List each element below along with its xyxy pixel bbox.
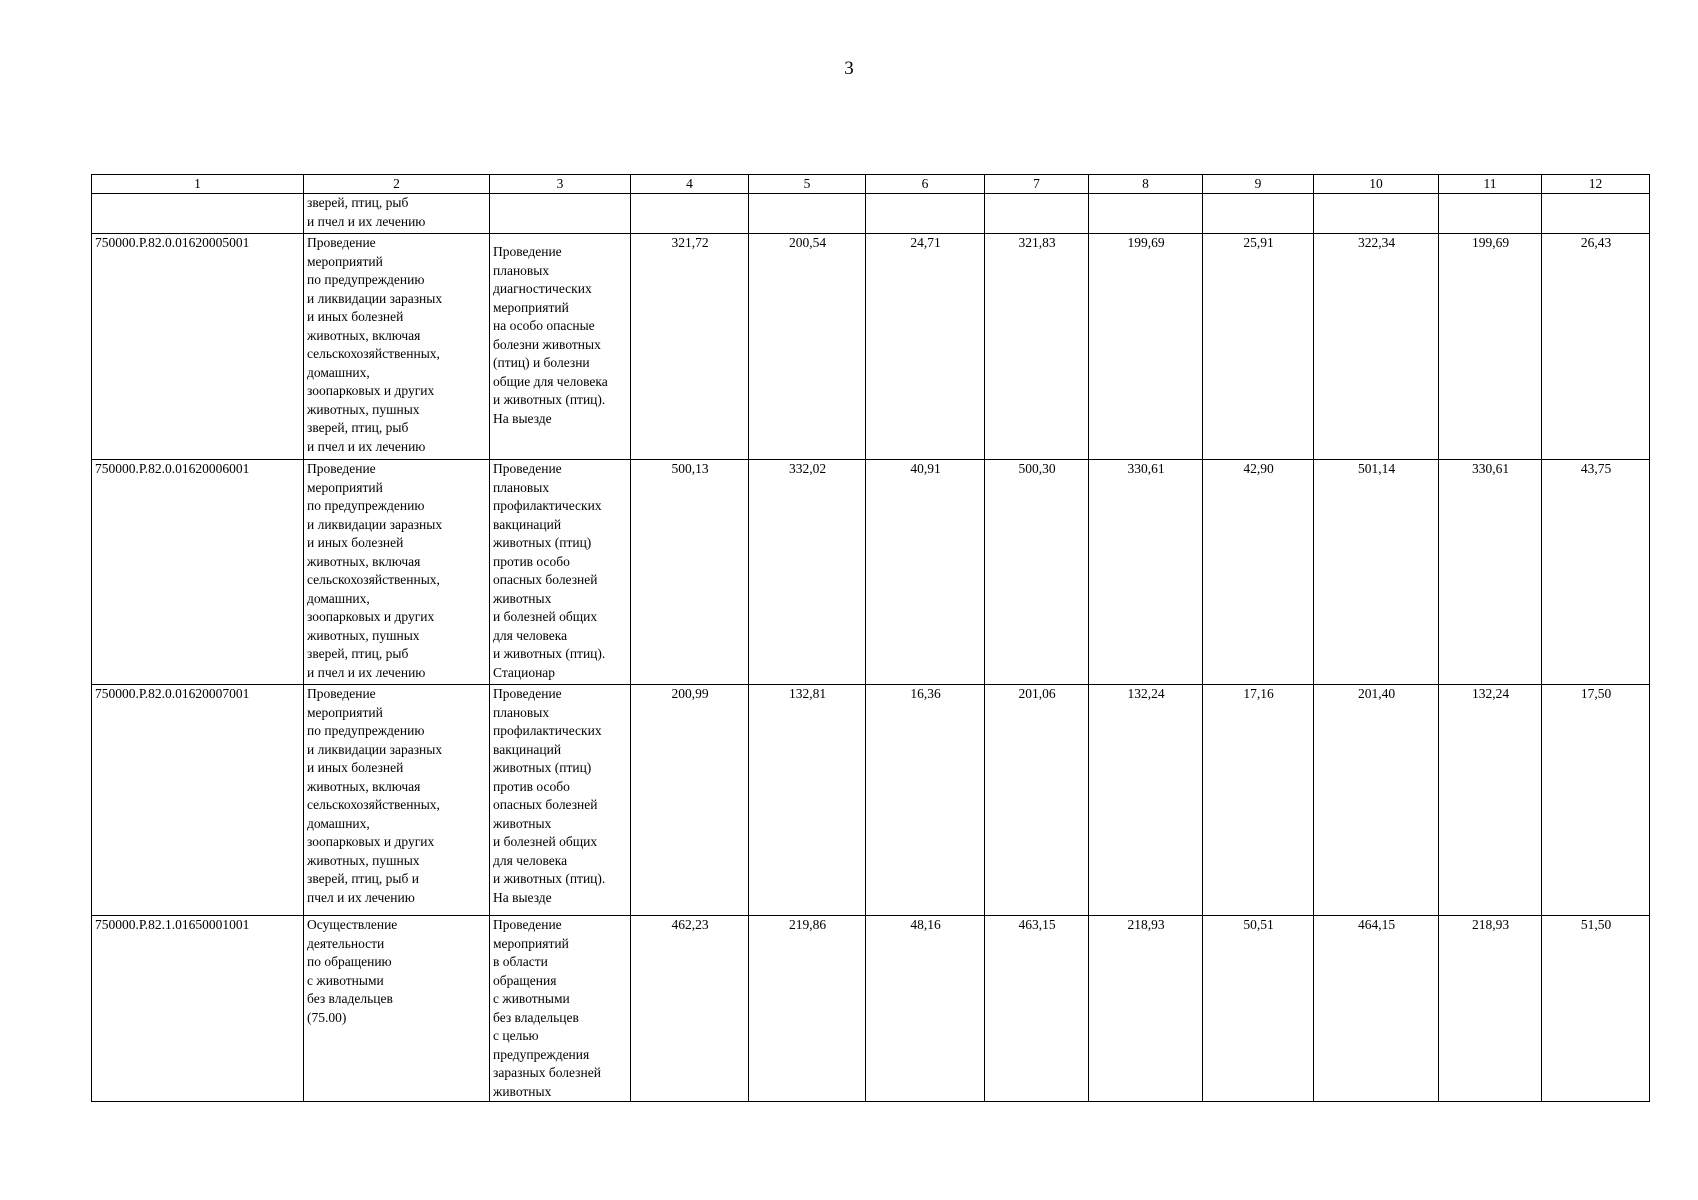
- cell-text-line: зверей, птиц, рыб и: [307, 871, 419, 886]
- value-cell: 24,71: [866, 234, 985, 460]
- value-cell: [1439, 194, 1542, 234]
- cell-text-line: и пчел и их лечению: [307, 213, 426, 229]
- cell-text-line: зоопарковых и других: [307, 383, 435, 398]
- cell-text-line: и животных (птиц).: [493, 392, 606, 407]
- cell-text-line: диагностических: [493, 281, 592, 296]
- value-cell: 132,24: [1439, 685, 1542, 916]
- column-header: 5: [749, 175, 866, 194]
- value-cell: 330,61: [1439, 460, 1542, 685]
- value-cell: 50,51: [1203, 916, 1314, 1102]
- cell-text-line: На выезде: [493, 889, 552, 905]
- cell-text-line: и ликвидации заразных: [307, 516, 443, 532]
- cell-text-line: (75.00): [307, 1009, 347, 1025]
- cell-text-line: предупреждения: [493, 1046, 590, 1062]
- value-cell: 199,69: [1089, 234, 1203, 460]
- cell-text-line: и иных болезней: [307, 535, 404, 550]
- cell-text-line: зверей, птиц, рыб: [307, 420, 409, 435]
- value-cell: 42,90: [1203, 460, 1314, 685]
- cell-text-line: животных, включая: [307, 778, 421, 794]
- service-name-cell: [304, 234, 490, 460]
- row-code: [92, 194, 304, 234]
- cell-text-line: мероприятий: [307, 479, 383, 495]
- value-cell: 26,43: [1542, 234, 1650, 460]
- value-cell: [1089, 194, 1203, 234]
- value-cell: 43,75: [1542, 460, 1650, 685]
- service-name-cell: [304, 194, 490, 234]
- cell-text-line: для человека: [493, 627, 568, 643]
- cell-text-line: мероприятий: [493, 299, 569, 315]
- value-cell: 199,69: [1439, 234, 1542, 460]
- value-cell: 219,86: [749, 916, 866, 1102]
- value-cell: 218,93: [1089, 916, 1203, 1102]
- work-name-cell: [490, 234, 631, 460]
- cell-text-line: против особо: [493, 553, 570, 569]
- cell-text-line: с животными: [493, 991, 570, 1006]
- column-header: 8: [1089, 175, 1203, 194]
- value-cell: 332,02: [749, 460, 866, 685]
- cell-text-line: заразных болезней: [493, 1065, 601, 1080]
- column-header: 11: [1439, 175, 1542, 194]
- cell-text-line: профилактических: [493, 498, 602, 513]
- cell-text-line: и ликвидации заразных: [307, 741, 443, 757]
- cell-text-line: Проведение: [493, 461, 562, 476]
- cell-text-line: вакцинаций: [493, 741, 562, 757]
- cell-text-line: и иных болезней: [307, 760, 404, 775]
- cell-text-line: На выезде: [493, 410, 552, 426]
- cell-text-line: по предупреждению: [307, 272, 425, 287]
- cell-text-line: животных, пушных: [307, 852, 420, 868]
- cell-text-line: зоопарковых и других: [307, 834, 435, 849]
- cell-text-line: и пчел и их лечению: [307, 664, 426, 680]
- column-header: 3: [490, 175, 631, 194]
- value-cell: [1542, 194, 1650, 234]
- cell-text-line: животных (птиц): [493, 760, 592, 775]
- value-cell: 48,16: [866, 916, 985, 1102]
- cell-text-line: животных: [493, 590, 552, 606]
- cell-text-line: животных (птиц): [493, 535, 592, 550]
- cell-text-line: мероприятий: [307, 704, 383, 720]
- cell-text-line: животных, включая: [307, 553, 421, 569]
- cell-text-line: мероприятий: [307, 253, 383, 269]
- service-name-cell: [304, 685, 490, 916]
- cell-text-line: домашних,: [307, 815, 370, 831]
- cell-text-line: животных, включая: [307, 327, 421, 343]
- cell-text-line: против особо: [493, 778, 570, 794]
- cell-text-line: по предупреждению: [307, 498, 425, 513]
- cell-text-line: опасных болезней: [493, 572, 598, 587]
- value-cell: 16,36: [866, 685, 985, 916]
- column-header: 10: [1314, 175, 1439, 194]
- cell-text-line: деятельности: [307, 935, 385, 951]
- value-cell: 330,61: [1089, 460, 1203, 685]
- cell-text-line: плановых: [493, 262, 550, 278]
- cell-text-line: домашних,: [307, 590, 370, 606]
- cell-text-line: плановых: [493, 479, 550, 495]
- cell-text-line: Стационар: [493, 664, 556, 680]
- value-cell: 322,34: [1314, 234, 1439, 460]
- cell-text-line: зверей, птиц, рыб: [307, 195, 409, 210]
- value-cell: 321,83: [985, 234, 1089, 460]
- value-cell: 500,30: [985, 460, 1089, 685]
- cell-text-line: и иных болезней: [307, 309, 404, 324]
- cell-text-line: Проведение: [493, 917, 562, 932]
- value-cell: 51,50: [1542, 916, 1650, 1102]
- work-name-cell: [490, 460, 631, 685]
- value-cell: [1314, 194, 1439, 234]
- cell-text-line: для человека: [493, 852, 568, 868]
- service-name-cell: [304, 916, 490, 1102]
- cell-text-line: вакцинаций: [493, 516, 562, 532]
- value-cell: [1203, 194, 1314, 234]
- cell-text-line: Проведение: [307, 461, 376, 476]
- work-name-cell: [490, 194, 631, 234]
- cell-text-line: на особо опасные: [493, 318, 595, 333]
- page-number: 3: [844, 58, 854, 79]
- row-code: 750000.Р.82.0.01620007001: [92, 685, 304, 916]
- cell-text-line: с животными: [307, 972, 384, 988]
- table-row: [92, 234, 1650, 460]
- row-code: 750000.Р.82.0.01620006001: [92, 460, 304, 685]
- value-cell: [866, 194, 985, 234]
- cell-text-line: Проведение: [493, 244, 562, 259]
- column-header: 12: [1542, 175, 1650, 194]
- row-code: 750000.Р.82.0.01620005001: [92, 234, 304, 460]
- cell-text-line: без владельцев: [493, 1009, 579, 1025]
- cell-text-line: болезни животных: [493, 336, 601, 352]
- cell-text-line: сельскохозяйственных,: [307, 346, 440, 361]
- column-header: 1: [92, 175, 304, 194]
- cell-text-line: животных, пушных: [307, 627, 420, 643]
- cell-text-line: и болезней общих: [493, 609, 598, 624]
- cell-text-line: в области: [493, 954, 548, 969]
- cell-text-line: обращения: [493, 972, 557, 988]
- value-cell: 500,13: [631, 460, 749, 685]
- value-cell: 201,40: [1314, 685, 1439, 916]
- service-name-cell: [304, 460, 490, 685]
- cell-text-line: сельскохозяйственных,: [307, 572, 440, 587]
- cell-text-line: (птиц) и болезни: [493, 355, 590, 370]
- cell-text-line: животных, пушных: [307, 401, 420, 417]
- value-cell: 464,15: [1314, 916, 1439, 1102]
- cell-text-line: Осуществление: [307, 917, 398, 932]
- column-header: 4: [631, 175, 749, 194]
- value-cell: [749, 194, 866, 234]
- cell-text-line: по предупреждению: [307, 723, 425, 738]
- value-cell: 218,93: [1439, 916, 1542, 1102]
- cell-text-line: с целью: [493, 1028, 539, 1043]
- cell-text-line: животных: [493, 1083, 552, 1099]
- data-table: [91, 174, 1650, 1102]
- cell-text-line: и животных (птиц).: [493, 871, 606, 886]
- value-cell: 40,91: [866, 460, 985, 685]
- value-cell: 321,72: [631, 234, 749, 460]
- value-cell: 201,06: [985, 685, 1089, 916]
- cell-text-line: и ликвидации заразных: [307, 290, 443, 306]
- cell-text-line: Проведение: [307, 686, 376, 701]
- table-row: [92, 460, 1650, 685]
- cell-text-line: мероприятий: [493, 935, 569, 951]
- cell-text-line: сельскохозяйственных,: [307, 797, 440, 812]
- value-cell: 132,24: [1089, 685, 1203, 916]
- column-header: 9: [1203, 175, 1314, 194]
- cell-text-line: по обращению: [307, 954, 392, 969]
- cell-text-line: и пчел и их лечению: [307, 438, 426, 454]
- cell-text-line: плановых: [493, 704, 550, 720]
- value-cell: 462,23: [631, 916, 749, 1102]
- cell-text-line: животных: [493, 815, 552, 831]
- cell-text-line: зоопарковых и других: [307, 609, 435, 624]
- cell-text-line: домашних,: [307, 364, 370, 380]
- column-header: 2: [304, 175, 490, 194]
- table-row: [92, 685, 1650, 916]
- table-row: [92, 916, 1650, 1102]
- column-header: 7: [985, 175, 1089, 194]
- cell-text-line: Проведение: [307, 235, 376, 250]
- row-code: 750000.Р.82.1.01650001001: [92, 916, 304, 1102]
- cell-text-line: зверей, птиц, рыб: [307, 646, 409, 661]
- cell-text-line: пчел и их лечению: [307, 889, 415, 905]
- value-cell: 463,15: [985, 916, 1089, 1102]
- value-cell: 200,99: [631, 685, 749, 916]
- cell-text-line: общие для человека: [493, 373, 608, 389]
- cell-text-line: опасных болезней: [493, 797, 598, 812]
- cell-text-line: и животных (птиц).: [493, 646, 606, 661]
- work-name-cell: [490, 685, 631, 916]
- value-cell: 25,91: [1203, 234, 1314, 460]
- table-header-row: [92, 175, 1650, 194]
- value-cell: 501,14: [1314, 460, 1439, 685]
- cell-text-line: и болезней общих: [493, 834, 598, 849]
- cell-text-line: Проведение: [493, 686, 562, 701]
- table-row: [92, 194, 1650, 234]
- column-header: 6: [866, 175, 985, 194]
- value-cell: 17,16: [1203, 685, 1314, 916]
- cell-text-line: профилактических: [493, 723, 602, 738]
- value-cell: 200,54: [749, 234, 866, 460]
- value-cell: 132,81: [749, 685, 866, 916]
- value-cell: [631, 194, 749, 234]
- value-cell: 17,50: [1542, 685, 1650, 916]
- value-cell: [985, 194, 1089, 234]
- cell-text-line: без владельцев: [307, 991, 393, 1006]
- work-name-cell: [490, 916, 631, 1102]
